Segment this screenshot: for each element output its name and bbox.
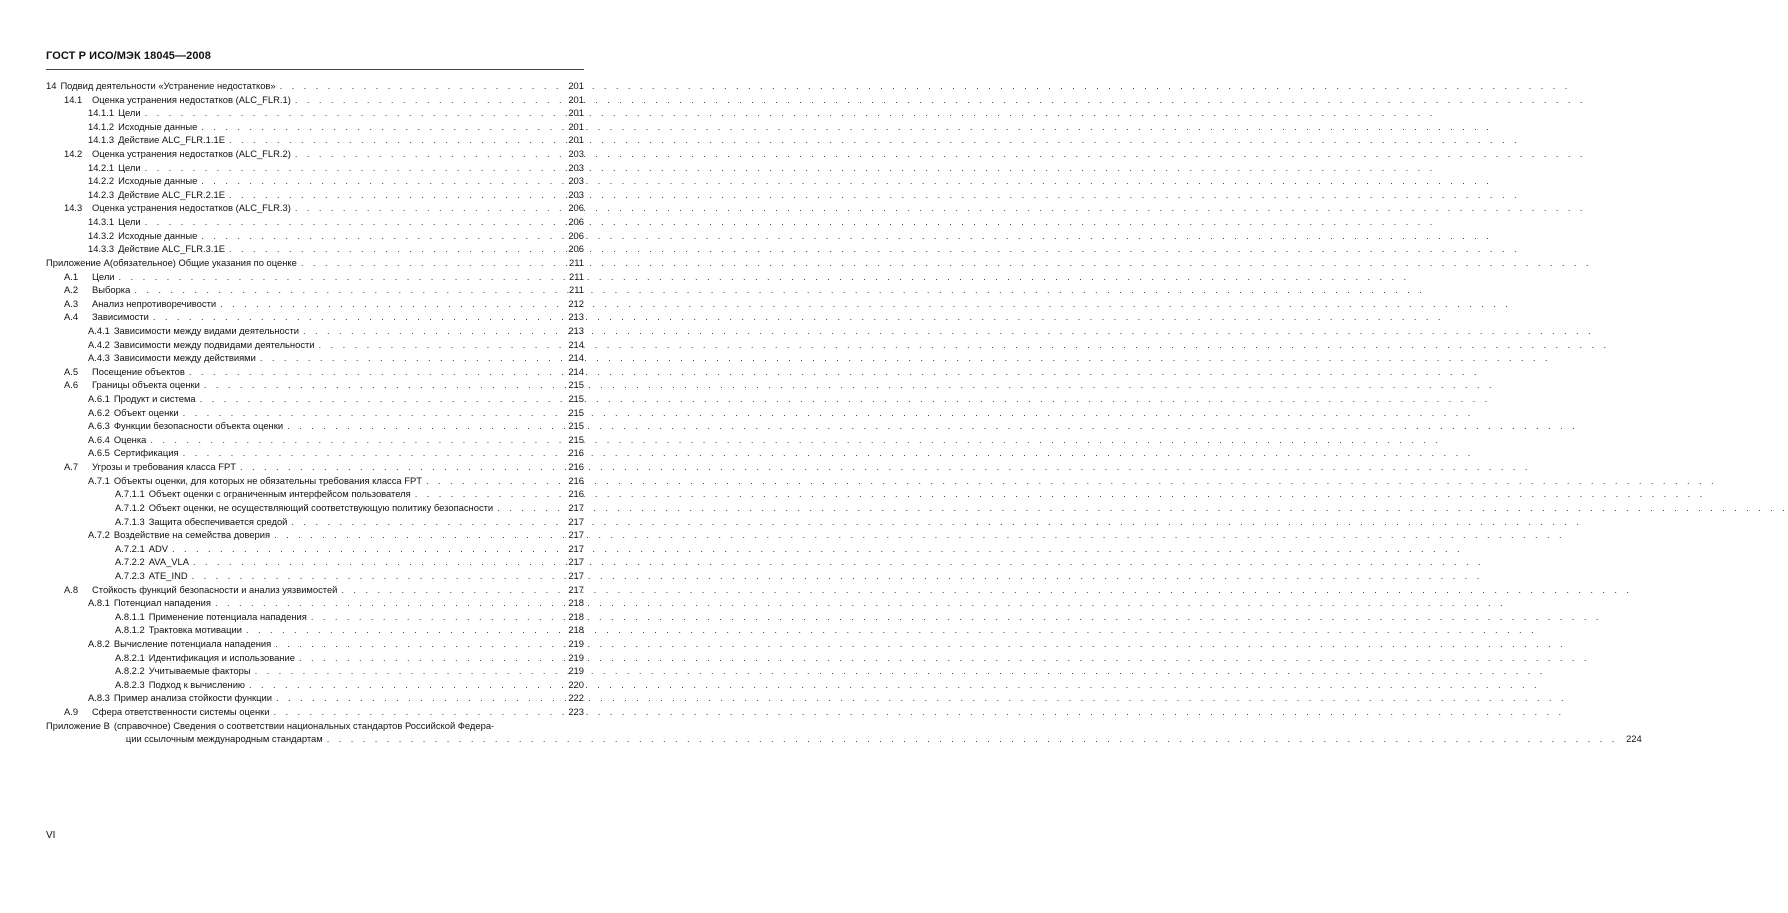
toc-entry-title: Учитываемые факторы [148, 665, 251, 677]
toc-entry-number: А.7.1.3 [115, 515, 145, 527]
dot-leader [493, 501, 560, 515]
toc-entry-number: 14.2.2 [88, 175, 115, 187]
toc-entry-title-line1: (справочное) Сведения о соответствии национальных стандартов Российской Федера- [113, 719, 495, 731]
toc-entry-page: 203 [568, 175, 584, 187]
toc-entry-title-line2: ции ссылочным международным стандартам [125, 733, 323, 745]
dot-leader [295, 651, 560, 665]
toc-entry-title: Стойкость функций безопасности и анализ уязвимостей [92, 583, 338, 595]
toc-entry-number: 14 [46, 80, 57, 91]
toc-entry-page: 216 [568, 461, 584, 473]
toc-entry-title: Цели [118, 216, 141, 228]
toc-entry[interactable] [46, 93, 584, 107]
toc-entry-number: А.4.2 [88, 338, 110, 350]
toc-entry-number: А.7.2.3 [115, 569, 145, 581]
toc-entry-number: А.8.1.1 [115, 610, 145, 622]
toc-entry-page: 206 [568, 202, 584, 214]
toc-entry[interactable] [46, 474, 584, 488]
toc-entry-title: Потенциал нападения [113, 597, 211, 609]
toc-entry[interactable] [46, 201, 584, 215]
toc-entry[interactable] [46, 365, 584, 379]
toc-entry-page: 216 [568, 488, 584, 500]
toc-entry-page: 206 [568, 216, 584, 228]
toc-entry-number: Приложение В [46, 719, 110, 731]
toc-entry-number: А.7.2 [88, 529, 110, 541]
toc-entry-title: Посещение объектов [92, 365, 185, 377]
toc-entry-title: Оценка устранения недостатков (ALC_FLR.1) [92, 93, 291, 105]
toc-entry-page: 201 [568, 80, 584, 91]
toc-entry-number: 14.3 [64, 202, 83, 214]
dot-leader [291, 147, 560, 161]
toc-entry-number: А.6 [64, 379, 79, 391]
toc-entry-number: А.8.2.2 [115, 665, 145, 677]
toc-entry-page: 214 [568, 365, 584, 377]
dot-leader [149, 310, 560, 324]
dot-leader [130, 283, 560, 297]
toc-entry-page: 211 [569, 284, 584, 296]
toc-entry-page: 217 [568, 556, 584, 568]
toc-entry[interactable] [46, 147, 584, 161]
toc-entry[interactable] [46, 528, 584, 542]
toc-entry-page: 201 [568, 107, 584, 119]
toc-entry[interactable] [46, 256, 584, 270]
toc-entry-title: Зависимости между действиями [113, 352, 256, 364]
toc-entry-page: 216 [568, 474, 584, 486]
toc-entry-number: А.7.1.2 [115, 501, 145, 513]
dot-leader [276, 79, 560, 93]
dot-leader [146, 433, 560, 447]
dot-leader [315, 338, 560, 352]
dot-leader [141, 215, 560, 229]
toc-entry-page: 217 [568, 529, 584, 541]
dot-leader [197, 120, 560, 134]
toc-entry[interactable] [46, 610, 584, 624]
toc-entry-title: Объекты оценки, для которых не обязательны требования класса FPT [113, 474, 422, 486]
toc-entry[interactable] [46, 392, 584, 406]
toc-entry-title: Действие ALC_FLR.3.1E [118, 243, 225, 255]
toc-entry[interactable] [46, 515, 584, 529]
toc-entry-number: А.7 [64, 461, 79, 473]
toc-entry-title: ADV [148, 542, 168, 554]
dot-leader [256, 351, 560, 365]
toc-entry-title: Исходные данные [118, 229, 198, 241]
toc-entry[interactable] [46, 637, 584, 651]
toc-entry-page: 215 [568, 406, 584, 418]
toc-entry-number: 14.3.2 [88, 229, 115, 241]
toc-entry-title: Границы объекта оценки [92, 379, 200, 391]
toc-entry[interactable] [46, 297, 584, 311]
toc-entry[interactable] [46, 215, 584, 229]
toc-entry-number: А.7.1 [88, 474, 110, 486]
toc-entry-number: 14.2.3 [88, 188, 115, 200]
dot-leader [197, 229, 560, 243]
toc-entry-title: Цели [118, 107, 141, 119]
dot-leader [188, 569, 560, 583]
toc-entry[interactable] [46, 338, 584, 352]
toc-entry[interactable] [46, 664, 584, 678]
dot-leader [115, 270, 560, 284]
toc-entry-title: Исходные данные [118, 175, 198, 187]
toc-entry-number: 14.1 [64, 93, 83, 105]
toc-entry-number: А.8 [64, 583, 79, 595]
page-number-footer: VI [46, 830, 56, 841]
toc-entry-number: А.5 [64, 365, 79, 377]
toc-entry-number: 14.2.1 [88, 161, 115, 173]
toc-entry[interactable] [46, 433, 584, 447]
toc-entry[interactable] [46, 120, 584, 134]
toc-entry-number: 14.1.2 [88, 120, 115, 132]
toc-entry[interactable] [46, 678, 584, 692]
toc-entry-page: 213 [568, 324, 584, 336]
dot-leader [297, 256, 560, 270]
toc-entry[interactable] [46, 133, 584, 147]
toc-entry-page: 214 [568, 338, 584, 350]
dot-leader [299, 324, 560, 338]
toc-entry[interactable] [46, 161, 584, 175]
toc-entry-page: 222 [568, 692, 584, 704]
toc-entry-page: 214 [568, 352, 584, 364]
toc-entry-title: Сфера ответственности системы оценки [92, 706, 270, 718]
toc-entry-title: Защита обеспечивается средой [148, 515, 288, 527]
toc-entry-number: А.6.2 [88, 406, 110, 418]
toc-entry-page: 216 [568, 447, 584, 459]
toc-entry-title: Действие ALC_FLR.1.1E [118, 134, 225, 146]
toc-entry-number: А.6.3 [88, 420, 110, 432]
dot-leader [337, 583, 560, 597]
toc-entry-number: А.6.5 [88, 447, 110, 459]
toc-entry-number: А.8.2.1 [115, 651, 145, 663]
toc-entry-number: А.7.2.1 [115, 542, 145, 554]
dot-leader [270, 528, 560, 542]
toc-entry-number: А.6.1 [88, 393, 110, 405]
toc-entry-title: Зависимости [92, 311, 149, 323]
toc-entry-page: 217 [568, 583, 584, 595]
toc-entry-page: 215 [568, 433, 584, 445]
toc-entry-title: Пример анализа стойкости функции [113, 692, 272, 704]
toc-entry-title: Объект оценки с ограниченным интерфейсом пользователя [148, 488, 411, 500]
dot-leader [287, 515, 560, 529]
toc-entry-title: Подход к вычислению [148, 678, 245, 690]
dot-leader [422, 474, 560, 488]
toc-entry-page: 215 [568, 379, 584, 391]
dot-leader [242, 623, 560, 637]
toc-entry-number: А.8.1.2 [115, 624, 145, 636]
dot-leader [197, 174, 560, 188]
toc-entry-page: 218 [568, 610, 584, 622]
toc-entry-title: Цели [118, 161, 141, 173]
toc-entry-title: Продукт и система [113, 393, 196, 405]
toc-entry-page: 213 [568, 311, 584, 323]
toc-entry-number: А.7.1.1 [115, 488, 145, 500]
toc-entry-title: ATE_IND [148, 569, 188, 581]
toc-entry[interactable] [46, 406, 584, 420]
toc-entry[interactable] [46, 351, 584, 365]
toc-entry[interactable] [46, 691, 584, 705]
toc-entry[interactable] [46, 583, 584, 597]
toc-entry-number: 14.1.3 [88, 134, 115, 146]
dot-leader [216, 297, 560, 311]
toc-entry-page: 220 [568, 678, 584, 690]
toc-entry-title: Трактовка мотивации [148, 624, 242, 636]
dot-leader [225, 242, 560, 256]
dot-leader [141, 106, 560, 120]
toc-entry[interactable] [46, 596, 584, 610]
toc-entry-number: А.6.4 [88, 433, 110, 445]
dot-leader [179, 446, 560, 460]
toc-entry-page: 219 [568, 637, 584, 649]
toc-entry[interactable] [46, 555, 584, 569]
dot-leader [283, 419, 560, 433]
toc-entry[interactable] [46, 229, 584, 243]
document-header: ГОСТ Р ИСО/МЭК 18045—2008 [46, 50, 211, 62]
toc-entry-number: А.3 [64, 297, 79, 309]
toc-entry[interactable] [46, 188, 584, 202]
toc-entry[interactable] [46, 705, 584, 719]
toc-entry-title: Угрозы и требования класса FPT [92, 461, 236, 473]
toc-entry-number: А.1 [64, 270, 79, 282]
toc-entry-title: Исходные данные [118, 120, 198, 132]
toc-entry-title: Сертификация [113, 447, 179, 459]
dot-leader [168, 542, 560, 556]
toc-entry-number: 14.3.1 [88, 216, 115, 228]
toc-entry-page: 203 [568, 188, 584, 200]
table-of-contents [46, 79, 1642, 746]
toc-entry-page: 206 [568, 243, 584, 255]
toc-entry-number: 14.1.1 [88, 107, 115, 119]
toc-entry-title: Идентификация и использование [148, 651, 295, 663]
toc-entry-title: Действие ALC_FLR.2.1E [118, 188, 225, 200]
toc-entry-page: 212 [568, 297, 584, 309]
toc-entry[interactable] [46, 487, 584, 501]
toc-entry-appendix-b[interactable] [46, 719, 1642, 746]
toc-entry[interactable] [46, 242, 584, 256]
dot-leader [189, 555, 560, 569]
dot-leader [291, 93, 560, 107]
toc-entry-page: 218 [568, 597, 584, 609]
toc-entry[interactable] [46, 283, 584, 297]
toc-entry-page: 203 [568, 161, 584, 173]
toc-entry-title: Объект оценки, не осуществляющий соответствующую политику безопасности [148, 501, 494, 513]
toc-entry-title: (обязательное) Общие указания по оценке [109, 256, 297, 268]
toc-entry[interactable] [46, 446, 584, 460]
toc-entry[interactable] [46, 623, 584, 637]
toc-entry[interactable] [46, 174, 584, 188]
toc-entry-title: Выборка [92, 284, 131, 296]
toc-entry[interactable] [46, 324, 584, 338]
toc-entry-title: Воздействие на семейства доверия [113, 529, 271, 541]
dot-leader [411, 487, 560, 501]
dot-leader [269, 705, 560, 719]
toc-entry-number: А.8.2 [88, 637, 110, 649]
toc-entry-title: Зависимости между подвидами деятельности [113, 338, 315, 350]
toc-entry-number: А.7.2.2 [115, 556, 145, 568]
toc-entry[interactable] [46, 542, 584, 556]
toc-entry-number: А.8.1 [88, 597, 110, 609]
toc-entry-title: Вычисление потенциала нападения [113, 637, 272, 649]
toc-entry-title: Анализ непротиворечивости [92, 297, 217, 309]
dot-leader [245, 678, 560, 692]
toc-entry[interactable] [46, 460, 584, 474]
dot-leader [251, 664, 560, 678]
dot-leader [211, 596, 560, 610]
toc-entry-number: Приложение А [46, 256, 110, 268]
toc-entry-title: Объект оценки [113, 406, 179, 418]
toc-entry-title: Зависимости между видами деятельности [113, 324, 299, 336]
toc-entry-title: Оценка [113, 433, 147, 445]
toc-entry[interactable] [46, 270, 584, 284]
toc-entry-number: А.4 [64, 311, 79, 323]
dot-leader [225, 133, 560, 147]
toc-entry-number: А.4.1 [88, 324, 110, 336]
toc-entry[interactable] [46, 501, 584, 515]
toc-entry[interactable] [46, 378, 584, 392]
toc-entry-page: 201 [568, 93, 584, 105]
dot-leader [185, 365, 560, 379]
toc-entry[interactable] [46, 569, 584, 583]
toc-entry-page: 218 [568, 624, 584, 636]
toc-entry-title: AVA_VLA [148, 556, 190, 568]
toc-entry-page: 217 [568, 501, 584, 513]
toc-entry-number: 14.3.3 [88, 243, 115, 255]
toc-entry-page: 217 [568, 542, 584, 554]
toc-entry-title: Оценка устранения недостатков (ALC_FLR.2) [92, 148, 291, 160]
toc-entry[interactable] [46, 651, 584, 665]
toc-entry-title: Подвид деятельности «Устранение недостатков» [60, 80, 276, 91]
toc-entry-number: А.4.3 [88, 352, 110, 364]
dot-leader [291, 201, 560, 215]
toc-entry-page: 201 [568, 120, 584, 132]
toc-entry-page: 215 [568, 420, 584, 432]
toc-entry-page: 223 [568, 706, 584, 718]
toc-entry-number: А.9 [64, 706, 79, 718]
dot-leader [225, 188, 560, 202]
toc-entry-page: 206 [568, 229, 584, 241]
toc-entry-number: А.8.2.3 [115, 678, 145, 690]
dot-leader [271, 637, 560, 651]
toc-entry-page: 203 [568, 148, 584, 160]
toc-entry-number: А.2 [64, 284, 79, 296]
toc-entry[interactable] [46, 310, 584, 324]
toc-entry[interactable] [46, 79, 584, 93]
toc-entry[interactable] [46, 419, 584, 433]
toc-entry-title: Функции безопасности объекта оценки [113, 420, 284, 432]
dot-leader [236, 460, 560, 474]
dot-leader [200, 378, 560, 392]
toc-entry-number: А.8.3 [88, 692, 110, 704]
toc-entry-page: 217 [568, 569, 584, 581]
toc-entry-page: 224 [1626, 733, 1642, 745]
toc-entry-page: 215 [568, 393, 584, 405]
toc-entry-title: Цели [92, 270, 115, 282]
toc-entry-title: Применение потенциала нападения [148, 610, 307, 622]
dot-leader [307, 610, 560, 624]
toc-entry-title: Оценка устранения недостатков (ALC_FLR.3) [92, 202, 291, 214]
dot-leader [141, 161, 560, 175]
dot-leader [323, 732, 1618, 746]
toc-entry-page: 217 [568, 515, 584, 527]
toc-entry-page: 219 [568, 651, 584, 663]
dot-leader [196, 392, 560, 406]
dot-leader [272, 691, 560, 705]
header-divider [46, 69, 584, 70]
dot-leader [179, 406, 560, 420]
toc-entry-number: 14.2 [64, 148, 83, 160]
toc-entry-page: 211 [569, 256, 584, 268]
toc-entry-page: 211 [569, 270, 584, 282]
toc-entry-page: 201 [568, 134, 584, 146]
toc-entry-page: 219 [568, 665, 584, 677]
toc-entry[interactable] [46, 106, 584, 120]
